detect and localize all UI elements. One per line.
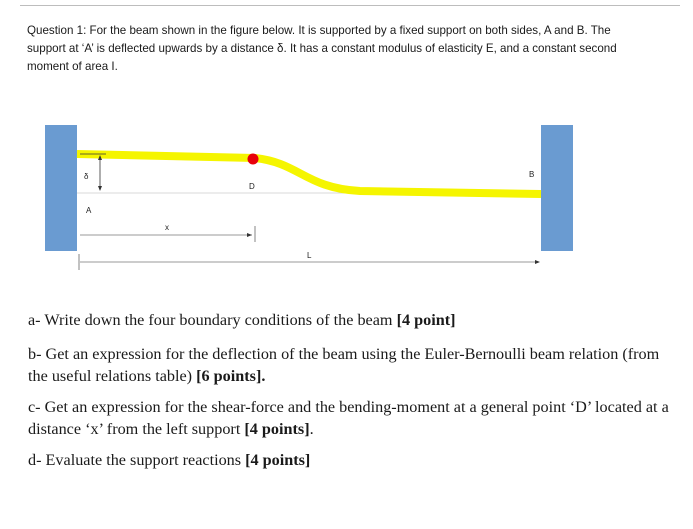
question-line-1: Question 1: For the beam shown in the figure below. It is supported by a fixed support on both sides, A and B. The (27, 24, 611, 37)
l-arrow (535, 260, 540, 264)
label-l: L (307, 251, 312, 260)
label-a: A (86, 206, 92, 215)
part-b-marks: [6 points]. (196, 367, 266, 385)
label-delta: δ (84, 172, 89, 181)
part-c: c- Get an expression for the shear-force and the bending-moment at a general point ‘D’ located at a distance ‘x’ from the left support [4 points]. (28, 398, 669, 438)
beam-figure (0, 118, 693, 278)
label-b: B (529, 170, 535, 179)
question-line-2: support at ‘A’ is deflected upwards by a distance δ. It has a constant modulus of elasticity E, and a constant second (27, 42, 617, 55)
part-b: b- Get an expression for the deflection of the beam using the Euler-Bernoulli beam relation (from the useful relations table) [6 points]. (28, 345, 660, 385)
label-x: x (165, 223, 169, 232)
question-statement (27, 22, 667, 70)
deflected-beam (77, 154, 541, 194)
delta-arrow-down (98, 186, 102, 191)
point-d-marker (248, 154, 259, 165)
top-divider (20, 5, 680, 6)
support-b (541, 125, 573, 251)
part-c-marks: [4 points] (244, 420, 310, 438)
part-a: a- Write down the four boundary conditions of the beam [4 point] (28, 311, 456, 329)
question-parts (28, 309, 678, 480)
label-d: D (249, 182, 255, 191)
part-d-marks: [4 points] (245, 451, 311, 469)
support-a (45, 125, 77, 251)
beam-diagram (0, 118, 693, 278)
part-d: d- Evaluate the support reactions [4 points] (28, 451, 311, 469)
question-line-3: moment of area I. (27, 60, 118, 70)
x-arrow (247, 233, 252, 237)
part-a-marks: [4 point] (396, 311, 456, 329)
